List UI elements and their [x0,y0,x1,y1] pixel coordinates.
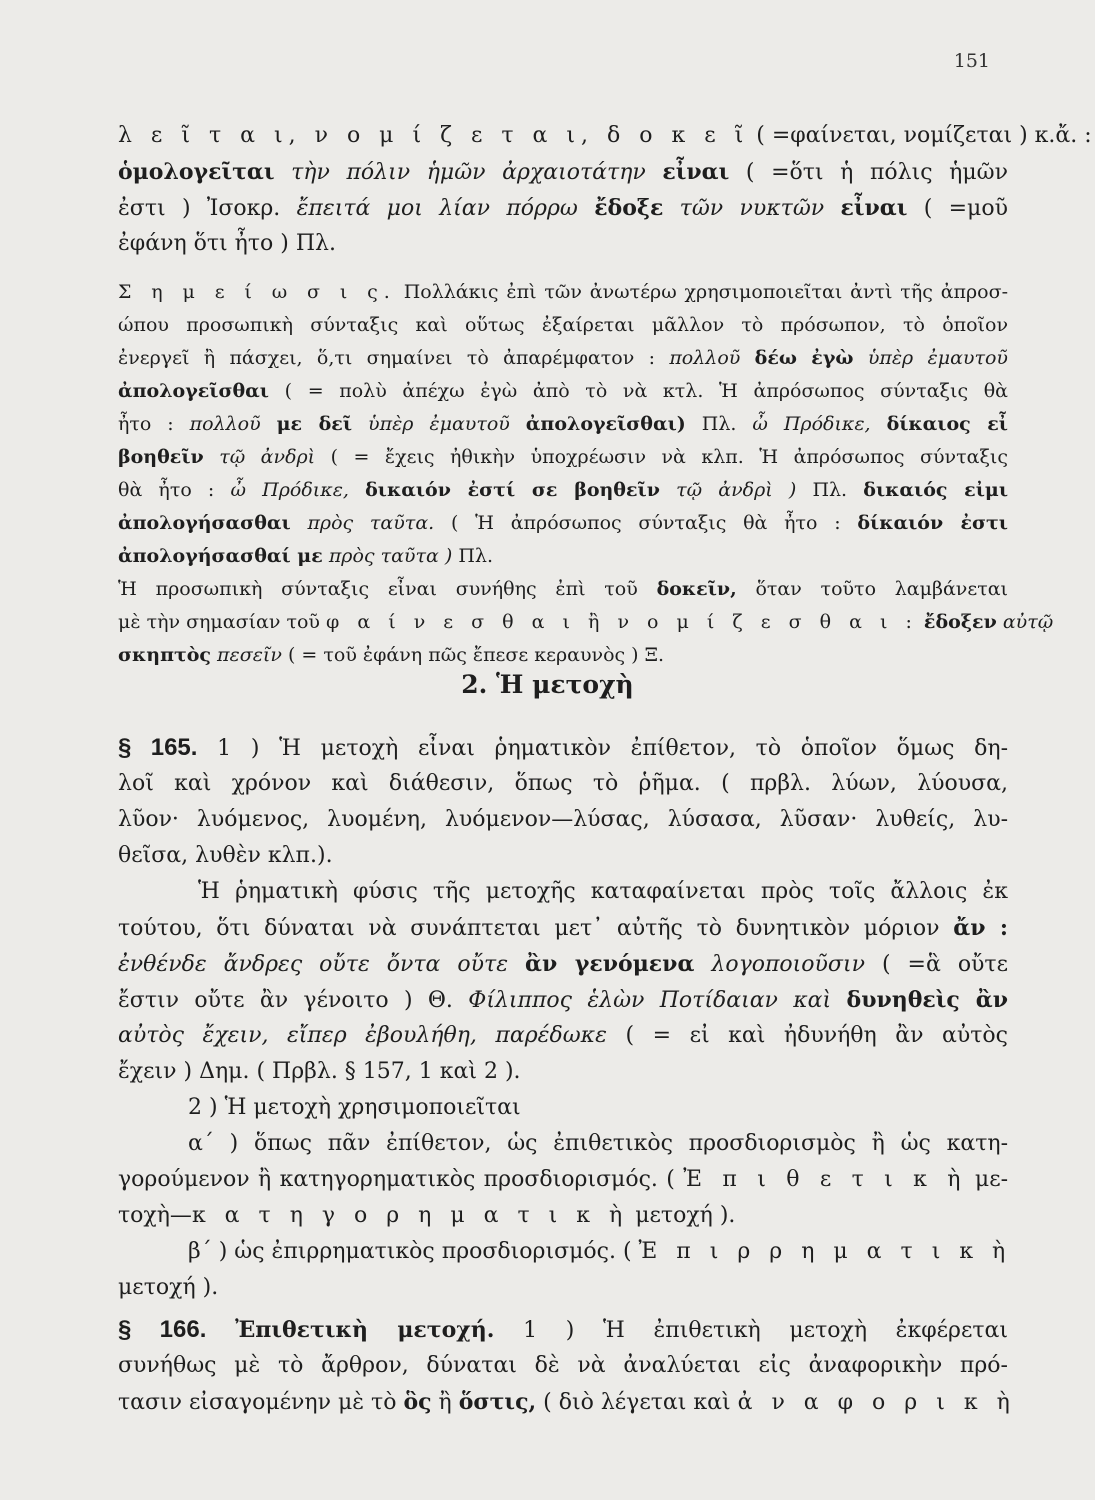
text-span: λῦον· λυόμενος, λυομένη, λυόμενον—λύσας, λύσασα, λῦσαν· λυθείς, λυ- [118,807,1008,832]
text-line [118,730,1008,766]
text-span: μετοχή ). [118,1275,219,1300]
text-span: Ἡ προσωπικὴ σύνταξις εἶναι συνήθης ἐπὶ τοῦ [118,578,638,600]
text-line [118,910,1008,946]
text-line [118,766,1008,802]
text-span: 2 ) Ἡ μετοχὴ χρησιμοποιεῖται [188,1095,521,1120]
text-line [118,1162,1008,1198]
italic-quote: πεσεῖν [217,644,282,666]
bold-term: βοηθεῖν [118,446,204,468]
text-span: ἐστι ) Ἰσοκρ. [118,196,281,221]
text-span: ( Ἡ ἀπρόσωπος σύνταξις θὰ ἦτο : [450,512,841,534]
bold-term: σκηπτὸς [118,644,211,666]
text-line [118,226,1008,262]
text-span: ώπου προσωπικὴ σύνταξις καὶ οὕτως ἐξαίρεται μᾶλλον τὸ πρόσωπον, τὸ ὁποῖον [118,314,1008,336]
text-span: ἐνεργεῖ ἢ πάσχει, ὅ,τι σημαίνει τὸ ἀπαρέμφατον : [118,347,655,369]
italic-quote: πρὸς ταῦτα ) [328,545,453,567]
section-165-body [118,730,1016,1420]
text-line [118,1234,1012,1270]
text-span: ( =μοῦ [923,196,1008,221]
text-span: ( = τοῦ ἐφάνη πῶς ἔπεσε κεραυνὸς ) Ξ. [287,644,665,666]
italic-quote: αὐτὸς ἔχειν, εἴπερ ἐβουλήθη, παρέδωκε [118,1023,607,1048]
text-span: ( =ἃ οὔτε [881,952,1008,977]
bold-term: δέω [754,347,797,369]
italic-quote: λογοποιοῦσιν [711,952,865,977]
text-span: με- [974,1167,1009,1192]
text-line [118,802,1008,838]
bold-term: ἔδοξεν [923,611,997,633]
text-span: μὲ τὴν σημασίαν τοῦ [118,611,320,633]
spaced-words: ἀ ν α φ ο ρ ι κ ὴ [737,1390,1016,1415]
text-span: τασιν εἰσαγομένην μὲ τὸ [118,1390,397,1415]
text-span: ( = πολὺ ἀπέχω ἐγὼ ἀπὸ τὸ νὰ κτλ. Ἡ ἀπρόσωπος σύνταξις θὰ [284,380,1009,402]
text-span: μετοχή ). [635,1203,736,1228]
text-span: Πλ. [812,479,848,501]
page-number: 151 [953,50,990,72]
bold-term: ἂν γενόμενα [525,951,695,977]
text-line [118,606,1054,639]
text-line [118,1198,1008,1234]
italic-quote: ὦ Πρόδικε, [230,479,349,501]
text-span: Πλ. [458,545,493,567]
text-line [118,309,1008,342]
spaced-words: κ α τ η γ ο ρ η μ α τ ι κ ὴ [191,1203,629,1228]
text-line [118,1384,1016,1420]
text-span: λοῖ καὶ χρόνον καὶ διάθεσιν, ὅπως τὸ ῥῆμα. ( πρβλ. λύων, λύουσα, [118,771,1008,796]
text-span: ἢ [438,1390,452,1415]
text-span: γορούμενον ἢ κατηγορηματικὸς προσδιορισμός. ( [118,1167,675,1192]
bold-term: ἔδοξε [594,195,664,221]
text-line [118,874,1008,910]
italic-quote: τῷ ἀνδρὶ [219,446,316,468]
text-span: ἔχειν ) Δημ. ( Πρβλ. § 157, 1 καὶ 2 ). [118,1059,521,1084]
bold-term: Ἐπιθετικὴ μετοχή. [235,1317,495,1343]
italic-quote: Φίλιππος ἑλὼν Ποτίδαιαν καὶ [468,988,832,1013]
text-span: θὰ ἦτο : [118,479,215,501]
bold-term: με δεῖ [276,413,353,435]
text-line [118,190,1008,226]
bold-term: δίκαιόν ἐστι [857,512,1008,534]
text-line [118,1018,1008,1054]
text-span: ἔστιν οὔτε ἂν γένοιτο ) Θ. [118,988,453,1013]
text-span: Πλ. [701,413,737,435]
text-line [118,154,1008,190]
italic-quote: πολλοῦ [189,413,261,435]
section-heading: 2. Ἡ μετοχὴ [461,670,634,699]
intro-paragraph [118,118,1092,262]
bold-term: δυνηθεὶς ἂν [846,987,1009,1013]
section-number: § 166. [118,1316,207,1343]
bold-term: ἄν : [953,915,1008,941]
text-line [118,1126,1008,1162]
bold-term: ὅστις, [458,1389,537,1415]
text-span: Πολλάκις ἐπὶ τῶν ἀνωτέρω χρησιμοποιεῖται ἀντὶ τῆς ἀπροσ- [403,281,1009,303]
text-line [118,375,1008,408]
bold-term: ὃς [403,1389,432,1415]
text-span: ἐφάνη ὅτι ἦτο ) Πλ. [118,231,336,256]
bold-term: δικαιός εἰμι [863,479,1009,501]
text-span: ( =φαίνεται, νομίζεται ) κ.ἄ. : [756,123,1092,148]
text-span: Ἡ ῥηματικὴ φύσις τῆς μετοχῆς καταφαίνεται πρὸς τοῖς ἄλλοις ἐκ [198,879,1008,904]
bold-term: δικαιόν ἐστί σε βοηθεῖν [365,479,660,501]
text-span: ( = ἔχεις ἠθικὴν ὑποχρέωσιν νὰ κλπ. Ἡ ἀπρόσωπος σύνταξις [330,446,1009,468]
text-line [118,639,1008,672]
text-span: ὅταν τοῦτο λαμβάνεται [755,578,1008,600]
bold-term: ἀπολογήσασθαι [118,512,291,534]
bold-term: ἀπολογεῖσθαι) [525,413,686,435]
text-line [118,441,1008,474]
italic-quote: ὑπὲρ ἐμαυτοῦ [368,413,510,435]
text-line [118,1054,1008,1090]
text-span: συνήθως μὲ τὸ ἄρθρον, δύναται δὲ νὰ ἀναλύεται εἰς ἀναφορικὴν πρό- [118,1353,1008,1378]
italic-quote: αὐτῷ [1002,611,1054,633]
text-line [118,982,1008,1018]
italic-quote: ὦ Πρόδικε, [752,413,871,435]
spaced-words: Σ η μ ε ί ω σ ι ς. [118,281,396,303]
text-span: 1 ) Ἡ ἐπιθετικὴ μετοχὴ ἐκφέρεται [523,1318,1009,1343]
bold-term: εἶναι [840,195,908,221]
italic-quote: πρὸς ταῦτα. [307,512,435,534]
bold-term: ἐγὼ [811,347,854,369]
text-line [118,474,1008,507]
spaced-words: Ἐ π ι θ ε τ ι κ ὴ [683,1167,967,1192]
text-span: α΄ ) ὅπως πᾶν ἐπίθετον, ὡς ἐπιθετικὸς προσδιορισμὸς ἢ ὡς κατη- [188,1131,1008,1156]
text-span: ( = εἰ καὶ ἠδυνήθη ἂν αὐτὸς [625,1023,1008,1048]
bold-term: ἀπολογεῖσθαι [118,380,269,402]
text-line [118,1270,1008,1306]
section-number: § 165. [118,734,198,761]
spaced-words: φ α ί ν ε σ θ α ι ἢ ν ο μ ί ζ ε σ θ α ι : [326,611,918,633]
note-paragraph [118,276,1054,672]
italic-quote: τῷ ἀνδρὶ ) [676,479,797,501]
text-span: τοχὴ— [118,1203,192,1228]
text-line [118,1348,1008,1384]
bold-term: δίκαιος εἶ [886,413,1009,435]
text-line [118,1090,1008,1126]
text-span: β΄ ) ὡς ἐπιρρηματικὸς προσδιορισμός. ( [188,1239,632,1264]
text-line [118,118,1092,154]
italic-quote: ἐνθένδε ἄνδρες οὔτε ὄντα οὔτε [118,952,509,977]
text-line [118,540,1008,573]
text-line [118,573,1008,606]
spaced-words: Ἐ π ι ρ ρ η μ α τ ι κ ὴ [638,1239,1012,1264]
text-line [118,838,1008,874]
italic-quote: ὑπὲρ ἐμαυτοῦ [867,347,1008,369]
text-line [118,276,1008,309]
text-line [118,342,1008,375]
text-span: 1 ) Ἡ μετοχὴ εἶναι ῥηματικὸν ἐπίθετον, τὸ ὁποῖον ὅμως δη- [217,736,1008,761]
text-span: ( διὸ λέγεται καὶ [543,1390,731,1415]
bold-term: δοκεῖν, [656,578,737,600]
bold-term: εἶναι [662,159,730,185]
spaced-words: λ ε ῖ τ α ι, ν ο μ ί ζ ε τ α ι, δ ο κ ε ῖ [118,123,750,148]
text-line [118,1312,1008,1348]
italic-quote: ἔπειτά μοι λίαν πόρρω [296,196,578,221]
text-span: ἦτο : [118,413,174,435]
bold-term: ἀπολογήσασθαί με [118,545,323,567]
italic-quote: τῶν νυκτῶν [679,196,825,221]
text-span: θεῖσα, λυθὲν κλπ.). [118,843,333,868]
text-span: ( =ὅτι ἡ πόλις ἡμῶν [745,160,1008,185]
italic-quote: τὴν πόλιν ἡμῶν ἀρχαιοτάτην [291,160,646,185]
italic-quote: πολλοῦ [669,347,741,369]
text-line [118,507,1008,540]
text-line [118,946,1008,982]
bold-term: ὁμολογεῖται [118,159,275,185]
text-span: τούτου, ὅτι δύναται νὰ συνάπτεται μετ᾽ αὐτῆς τὸ δυνητικὸν μόριον [118,916,940,941]
text-line [118,408,1008,441]
